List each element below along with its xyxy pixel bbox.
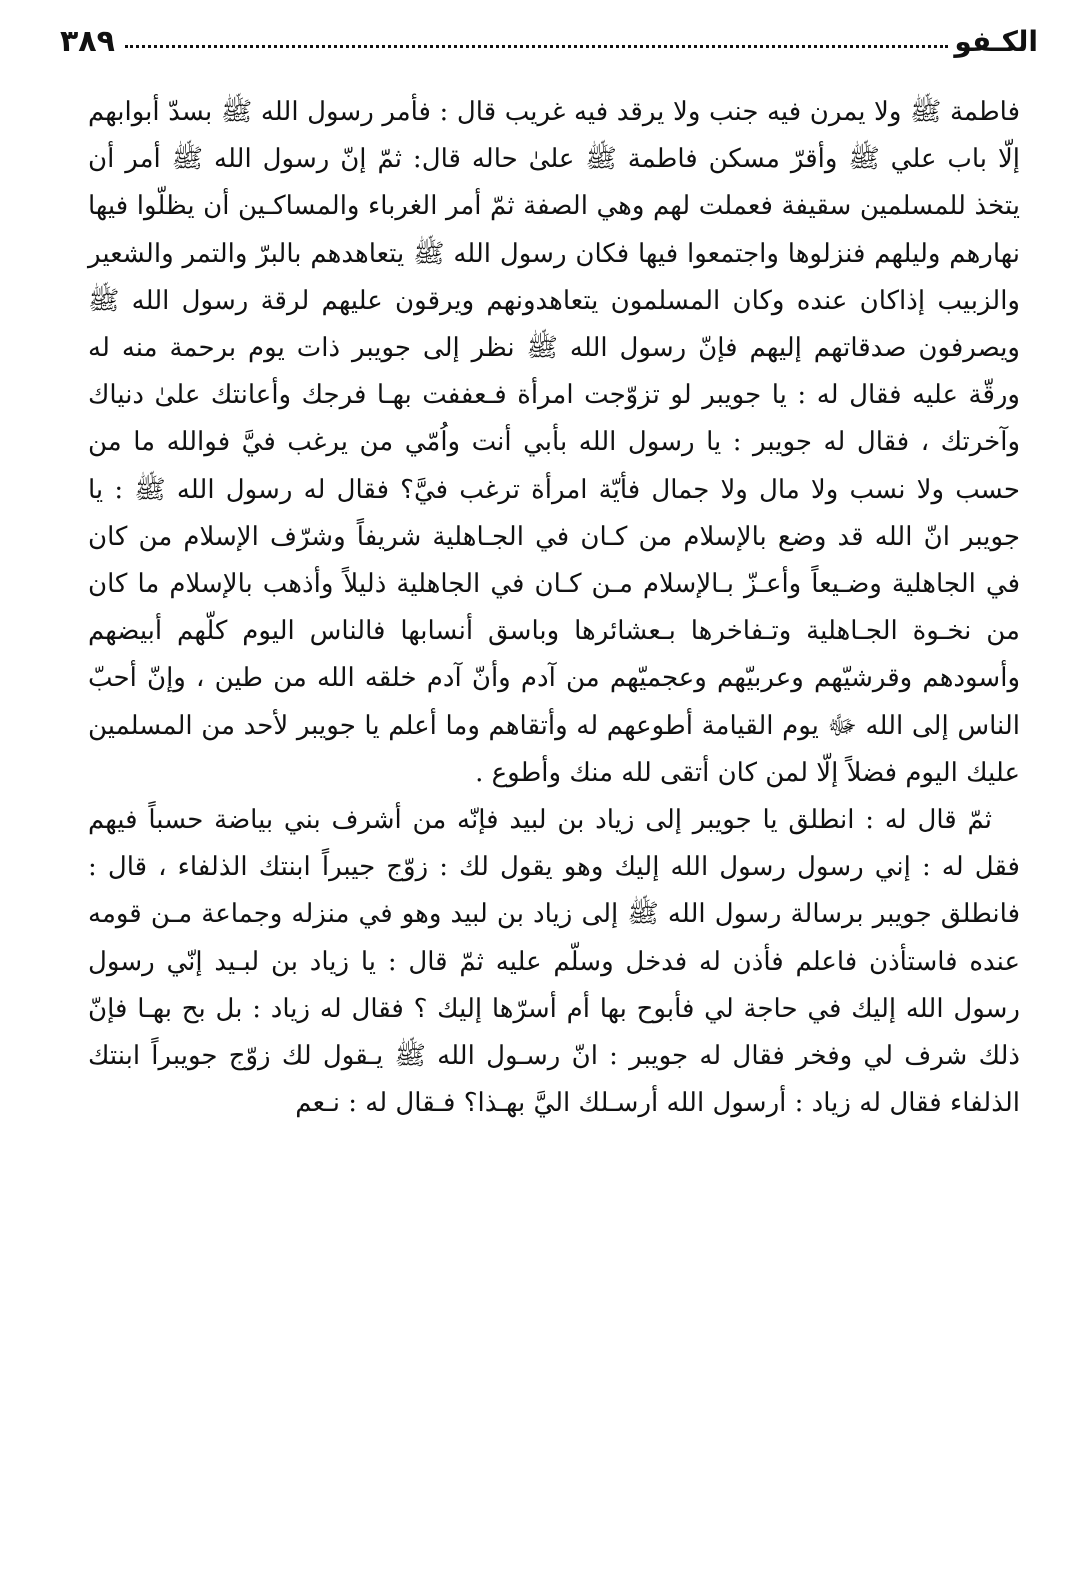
- paragraph: فاطمة ﷺ ولا يمرن فيه جنب ولا يرقد فيه غريب قال : فأمر رسول الله ﷺ بسدّ أبوابهم إلّا باب علي ﷺ وأقرّ مسكن فاطمة ﷺ علىٰ حاله قال: ثمّ إنّ رسول الله ﷺ أمر أن يتخذ للمسلمين سقيفة فعملت لهم وهي الصفة ثمّ أمر الغرباء والمساكـين أن يظلّوا فيها نهارهم وليلهم فنزلوها واجتمعوا فيها فكان رسول الله ﷺ يتعاهدهم بالبرّ والتمر والشعير والزبيب إذاكان عنده وكان المسلمون يتعاهدونهم ويرقون عليهم لرقة رسول الله ﷺ ويصرفون صدقاتهم إليهم فإنّ رسول الله ﷺ نظر إلى جويبر ذات يوم برحمة منه له ورقّة عليه فقال له : يا جويبر لو تزوّجت امرأة فـعففت بهـا فرجك وأعانتك علىٰ دنياك وآخرتك ، فقال له جويبر : يا رسول الله بأبي أنت واُمّي من يرغب فيَّ فوالله ما من حسب ولا نسب ولا مال ولا جمال فأيّة امرأة ترغب فيَّ؟ فقال له رسول الله ﷺ : يا جويبر انّ الله قد وضع بالإسلام من كـان في الجـاهلية شريفاً وشرّف الإسلام من كان في الجاهلية وضـيعاً وأعـزّ بـالإسلام مـن كـان في الجاهلية ذليلاً وأذهب بالإسلام ما كان من نخـوة الجـاهلية وتـفاخرها بـعشائرها وباسق أنسابها فالناس اليوم كلّهم أبيضهم وأسودهم وقرشيّهم وعربيّهم وعجميّهم من آدم وأنّ آدم خلقه الله من طين ، وإنّ أحبّ الناس إلى الله ﷻ يوم القيامة أطوعهم له وأتقاهم وما أعلم يا جويبر لأحد من المسلمين عليك اليوم فضلاً إلّا لمن كان أتقى لله منك وأطوع .: [88, 97, 1020, 788]
- running-title: الكـفو: [954, 24, 1038, 58]
- page-number: ٣٨٩: [60, 23, 115, 59]
- dotted-leader: [125, 45, 948, 48]
- paragraph: ثمّ قال له : انطلق يا جويبر إلى زياد بن لبيد فإنّه من أشرف بني بياضة حسباً فيهم فقل له : إني رسول رسول الله إليك وهو يقول لك : زوّج جيبراً ابنتك الذلفاء ، قال : فانطلق جويبر برسالة رسول الله ﷺ إلى زياد بن لبيد وهو في منزله وجماعة مـن قومه عنده فاستأذن فاعلم فأذن له فدخل وسلّم عليه ثمّ قال : يا زياد بن لبـيد إنّي رسول رسول الله إليك في حاجة لي فأبوح بها أم أسرّها إليك ؟ فقال له زياد : بل بح بهـا فإنّ ذلك شرف لي وفخر فقال له جويبر : انّ رسـول الله ﷺ يـقول لك زوّج جويبراً ابنتك الذلفاء فقال له زياد : أرسول الله أرسـلك اليَّ بهـذا؟ فـقال له : نـعم: [88, 805, 1020, 1119]
- main-text: [88, 89, 1020, 1127]
- page-header: [60, 10, 1038, 72]
